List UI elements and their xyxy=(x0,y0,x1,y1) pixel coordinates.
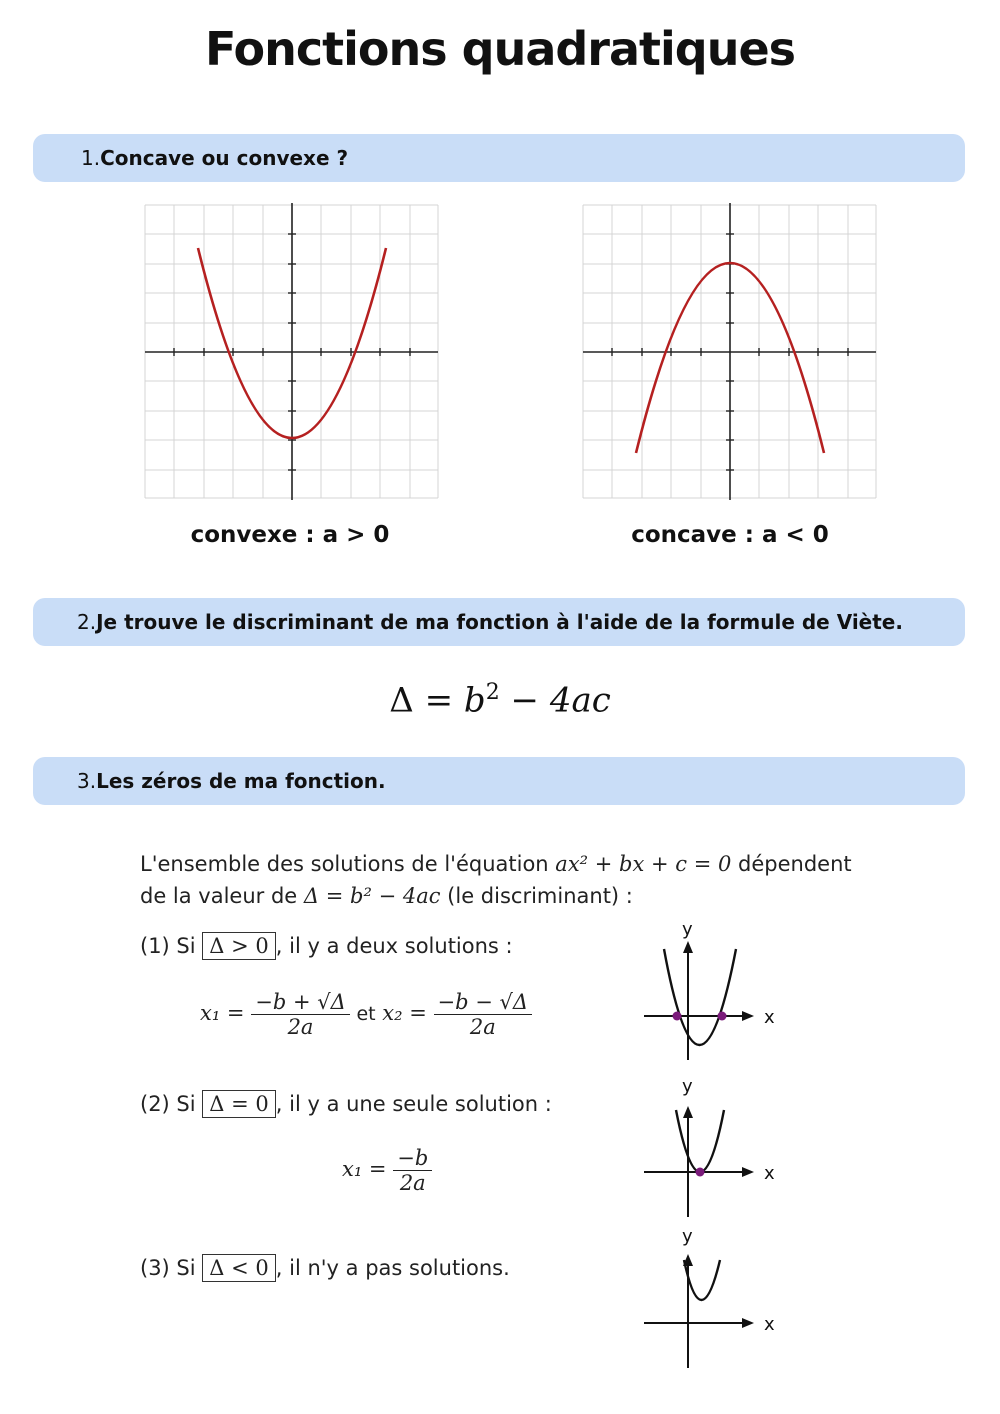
intro-text-2b: (le discriminant) : xyxy=(447,884,633,908)
x1-single-fraction xyxy=(393,1146,432,1195)
section-3-banner xyxy=(33,757,965,805)
intro-text-1a: L'ensemble des solutions de l'équation xyxy=(140,852,549,876)
concave-caption: concave : a < 0 xyxy=(631,522,829,548)
x-axis-label: x xyxy=(764,1163,775,1184)
x2-lhs: x₂ = xyxy=(382,1001,427,1025)
case-2-line xyxy=(140,1092,552,1116)
section-2-number: 2. xyxy=(77,610,97,634)
x-arrow xyxy=(742,1011,754,1021)
x1-single-numerator: −b xyxy=(393,1146,432,1171)
et-word: et xyxy=(356,1003,376,1025)
intro-equation: ax² + bx + c = 0 xyxy=(555,852,732,876)
x-arrow xyxy=(742,1318,754,1328)
case-2-suffix: , il y a une seule solution : xyxy=(275,1092,552,1116)
case-3-suffix: , il n'y a pas solutions. xyxy=(275,1256,510,1280)
formula-exponent: 2 xyxy=(485,680,500,705)
case-1-condition: Δ > 0 xyxy=(202,932,275,960)
convex-caption: convexe : a > 0 xyxy=(190,522,390,548)
root-point-1 xyxy=(673,1012,682,1021)
x1-single-lhs: x₁ = xyxy=(342,1157,387,1181)
y-axis-label: y xyxy=(682,919,693,940)
one-root-graph xyxy=(640,1072,800,1222)
no-roots-graph xyxy=(640,1222,800,1372)
case-2-solution xyxy=(342,1146,432,1195)
y-arrow xyxy=(683,941,693,953)
root-point-2 xyxy=(718,1012,727,1021)
formula-4ac: 4ac xyxy=(549,680,611,721)
concave-parabola-graph xyxy=(578,200,883,505)
two-roots-graph xyxy=(640,915,800,1065)
x2-fraction xyxy=(434,990,533,1039)
formula-b: b xyxy=(463,680,486,721)
formula-minus: − xyxy=(510,680,539,721)
x2-denominator: 2a xyxy=(469,1015,496,1039)
x1-lhs: x₁ = xyxy=(200,1001,245,1025)
intro-line-2 xyxy=(140,884,633,908)
parabola-two-roots xyxy=(664,949,736,1045)
formula-equals: = xyxy=(424,680,454,721)
case-1-suffix: , il y a deux solutions : xyxy=(275,934,513,958)
y-axis-label: y xyxy=(682,1076,693,1097)
convex-parabola-graph xyxy=(140,200,445,505)
x-arrow xyxy=(742,1167,754,1177)
x1-numerator: −b + √Δ xyxy=(251,990,350,1015)
section-1-banner xyxy=(33,134,965,182)
discriminant-formula xyxy=(0,680,1000,720)
x1-fraction xyxy=(251,990,350,1039)
case-1-solutions xyxy=(200,990,532,1039)
case-3-line xyxy=(140,1256,510,1280)
section-2-banner xyxy=(33,598,965,646)
section-1-number: 1. xyxy=(81,146,101,170)
case-1-prefix: (1) Si xyxy=(140,934,196,958)
parabola-one-root xyxy=(676,1110,724,1172)
axes xyxy=(145,203,438,500)
axes xyxy=(583,203,876,500)
intro-delta: Δ = b² − 4ac xyxy=(303,884,441,908)
x-axis-label: x xyxy=(764,1007,775,1028)
section-1-label: Concave ou convexe ? xyxy=(100,146,349,170)
case-3-condition: Δ < 0 xyxy=(202,1254,275,1282)
x-axis-label: x xyxy=(764,1314,775,1335)
case-1-line xyxy=(140,934,513,958)
formula-delta: Δ xyxy=(389,680,414,721)
case-3-prefix: (3) Si xyxy=(140,1256,196,1280)
y-arrow xyxy=(683,1106,693,1118)
intro-text-1b: dépendent xyxy=(738,852,852,876)
page-title: Fonctions quadratiques xyxy=(204,22,796,76)
intro-line-1 xyxy=(140,852,852,876)
section-3-label: Les zéros de ma fonction. xyxy=(96,769,386,793)
x1-single-denominator: 2a xyxy=(399,1171,426,1195)
section-2-label: Je trouve le discriminant de ma fonction à l'aide de la formule de Viète. xyxy=(96,610,903,634)
case-2-condition: Δ = 0 xyxy=(202,1090,275,1118)
x2-numerator: −b − √Δ xyxy=(434,990,533,1015)
x1-denominator: 2a xyxy=(287,1015,314,1039)
intro-text-2a: de la valeur de xyxy=(140,884,298,908)
case-2-prefix: (2) Si xyxy=(140,1092,196,1116)
root-point xyxy=(696,1168,705,1177)
y-axis-label: y xyxy=(682,1226,693,1247)
section-3-number: 3. xyxy=(77,769,97,793)
